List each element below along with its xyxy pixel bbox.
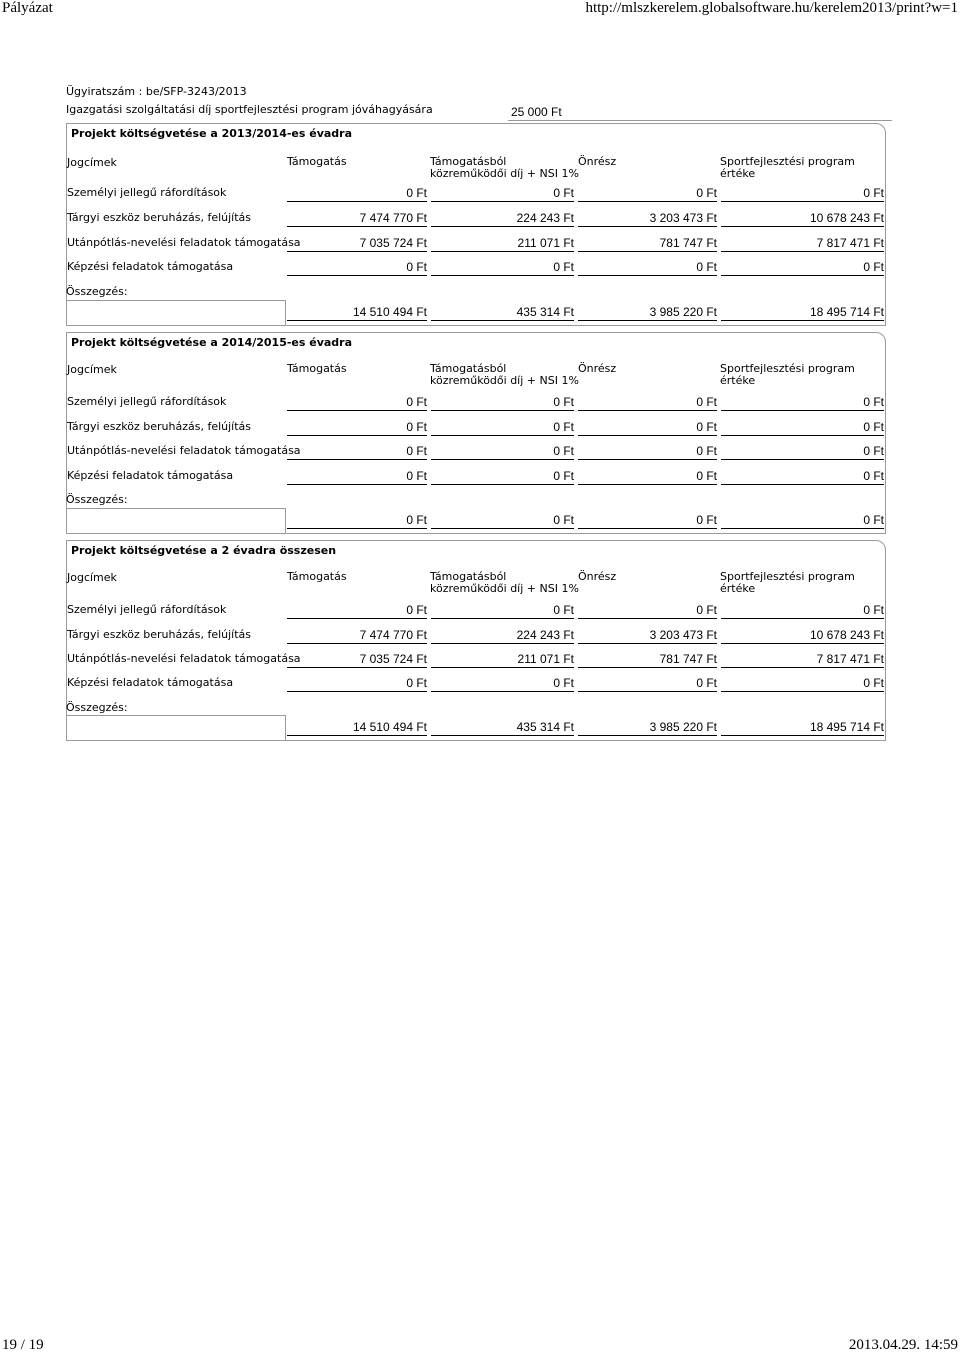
section-title: Projekt költségvetése a 2014/2015-es évadra (71, 336, 353, 349)
value-kozremukodo: 0 Ft (431, 420, 574, 436)
row-label: Utánpótlás-nevelési feladatok támogatása (67, 652, 301, 665)
col-onresz: Önrész (578, 155, 617, 168)
col-tamogatas: Támogatás (287, 362, 347, 375)
page-number: 19 / 19 (2, 1337, 44, 1353)
summary-box (67, 300, 286, 325)
page-header-url[interactable]: http://mlszkerelem.globalsoftware.hu/kerelem2013/print?w=1 (585, 0, 958, 16)
row-label: Tárgyi eszköz beruházás, felújítás (67, 420, 252, 433)
col-program-erteke: Sportfejlesztési program értéke (720, 570, 855, 595)
col-jogcim: Jogcímek (67, 363, 117, 376)
fee-amount: 25 000 Ft (511, 105, 562, 119)
row-label: Képzési feladatok támogatása (67, 469, 234, 482)
value-tamogatas: 7 035 724 Ft (287, 652, 427, 668)
summary-box (67, 715, 286, 740)
value-onresz: 0 Ft (578, 420, 717, 436)
value-onresz: 781 747 Ft (578, 652, 717, 668)
value-kozremukodo: 0 Ft (431, 444, 574, 460)
row-label: Személyi jellegű ráfordítások (67, 186, 227, 199)
col-jogcim: Jogcímek (67, 156, 117, 169)
col-onresz: Önrész (578, 570, 617, 583)
value-onresz: 0 Ft (578, 395, 717, 411)
row-label: Képzési feladatok támogatása (67, 260, 234, 273)
total-tamogatas: 14 510 494 Ft (287, 720, 427, 736)
value-program-erteke: 7 817 471 Ft (721, 652, 884, 668)
row-label: Utánpótlás-nevelési feladatok támogatása (67, 444, 301, 457)
value-kozremukodo: 0 Ft (431, 395, 574, 411)
value-onresz: 0 Ft (578, 469, 717, 485)
section-title: Projekt költségvetése a 2 évadra összesen (71, 544, 337, 557)
value-program-erteke: 0 Ft (721, 444, 884, 460)
summary-label: Összegzés: (66, 493, 128, 506)
value-program-erteke: 0 Ft (721, 260, 884, 276)
summary-label: Összegzés: (66, 285, 128, 298)
value-kozremukodo: 224 243 Ft (431, 211, 574, 227)
col-kozremukodo: Támogatásból közreműködői díj + NSI 1% (430, 570, 579, 595)
total-kozremukodo: 0 Ft (431, 513, 574, 529)
total-kozremukodo: 435 314 Ft (431, 720, 574, 736)
col-jogcim: Jogcímek (67, 571, 117, 584)
value-program-erteke: 10 678 243 Ft (721, 628, 884, 644)
col-kozremukodo: Támogatásból közreműködői díj + NSI 1% (430, 155, 579, 180)
value-onresz: 781 747 Ft (578, 236, 717, 252)
value-kozremukodo: 211 071 Ft (431, 652, 574, 668)
value-tamogatas: 0 Ft (287, 186, 427, 202)
value-onresz: 0 Ft (578, 603, 717, 619)
value-kozremukodo: 0 Ft (431, 676, 574, 692)
value-onresz: 0 Ft (578, 260, 717, 276)
col-tamogatas: Támogatás (287, 570, 347, 583)
col-tamogatas: Támogatás (287, 155, 347, 168)
row-label: Tárgyi eszköz beruházás, felújítás (67, 211, 252, 224)
col-kozremukodo: Támogatásból közreműködői díj + NSI 1% (430, 362, 579, 387)
value-tamogatas: 0 Ft (287, 676, 427, 692)
value-onresz: 3 203 473 Ft (578, 628, 717, 644)
value-tamogatas: 0 Ft (287, 395, 427, 411)
value-kozremukodo: 224 243 Ft (431, 628, 574, 644)
section-title: Projekt költségvetése a 2013/2014-es évadra (71, 127, 353, 140)
row-label: Személyi jellegű ráfordítások (67, 603, 227, 616)
value-kozremukodo: 0 Ft (431, 603, 574, 619)
value-tamogatas: 0 Ft (287, 420, 427, 436)
value-program-erteke: 0 Ft (721, 420, 884, 436)
value-tamogatas: 0 Ft (287, 444, 427, 460)
total-program-erteke: 18 495 714 Ft (721, 305, 884, 321)
budget-section-2013-2014 (66, 123, 886, 326)
value-kozremukodo: 211 071 Ft (431, 236, 574, 252)
col-program-erteke: Sportfejlesztési program értéke (720, 155, 855, 180)
total-program-erteke: 18 495 714 Ft (721, 720, 884, 736)
print-datetime: 2013.04.29. 14:59 (848, 1337, 958, 1353)
row-label: Személyi jellegű ráfordítások (67, 395, 227, 408)
value-program-erteke: 0 Ft (721, 676, 884, 692)
summary-box (67, 508, 286, 533)
value-kozremukodo: 0 Ft (431, 260, 574, 276)
value-tamogatas: 0 Ft (287, 260, 427, 276)
budget-section-total (66, 540, 886, 741)
total-program-erteke: 0 Ft (721, 513, 884, 529)
value-kozremukodo: 0 Ft (431, 469, 574, 485)
total-tamogatas: 14 510 494 Ft (287, 305, 427, 321)
value-kozremukodo: 0 Ft (431, 186, 574, 202)
value-program-erteke: 7 817 471 Ft (721, 236, 884, 252)
col-program-erteke: Sportfejlesztési program értéke (720, 362, 855, 387)
value-program-erteke: 0 Ft (721, 603, 884, 619)
value-tamogatas: 0 Ft (287, 469, 427, 485)
value-tamogatas: 7 035 724 Ft (287, 236, 427, 252)
value-onresz: 0 Ft (578, 676, 717, 692)
value-tamogatas: 7 474 770 Ft (287, 628, 427, 644)
value-tamogatas: 7 474 770 Ft (287, 211, 427, 227)
summary-label: Összegzés: (66, 701, 128, 714)
value-program-erteke: 10 678 243 Ft (721, 211, 884, 227)
total-onresz: 0 Ft (578, 513, 717, 529)
value-program-erteke: 0 Ft (721, 395, 884, 411)
value-onresz: 0 Ft (578, 186, 717, 202)
total-tamogatas: 0 Ft (287, 513, 427, 529)
total-kozremukodo: 435 314 Ft (431, 305, 574, 321)
col-onresz: Önrész (578, 362, 617, 375)
value-onresz: 3 203 473 Ft (578, 211, 717, 227)
total-onresz: 3 985 220 Ft (578, 720, 717, 736)
row-label: Utánpótlás-nevelési feladatok támogatása (67, 236, 301, 249)
case-number: Ügyiratszám : be/SFP-3243/2013 (66, 85, 247, 98)
value-program-erteke: 0 Ft (721, 186, 884, 202)
fee-label: Igazgatási szolgáltatási díj sportfejlesztési program jóváhagyására (66, 103, 433, 116)
page-header-title: Pályázat (2, 0, 53, 16)
value-program-erteke: 0 Ft (721, 469, 884, 485)
value-onresz: 0 Ft (578, 444, 717, 460)
row-label: Képzési feladatok támogatása (67, 676, 234, 689)
total-onresz: 3 985 220 Ft (578, 305, 717, 321)
budget-section-2014-2015 (66, 332, 886, 534)
row-label: Tárgyi eszköz beruházás, felújítás (67, 628, 252, 641)
fee-amount-field (508, 104, 892, 121)
value-tamogatas: 0 Ft (287, 603, 427, 619)
